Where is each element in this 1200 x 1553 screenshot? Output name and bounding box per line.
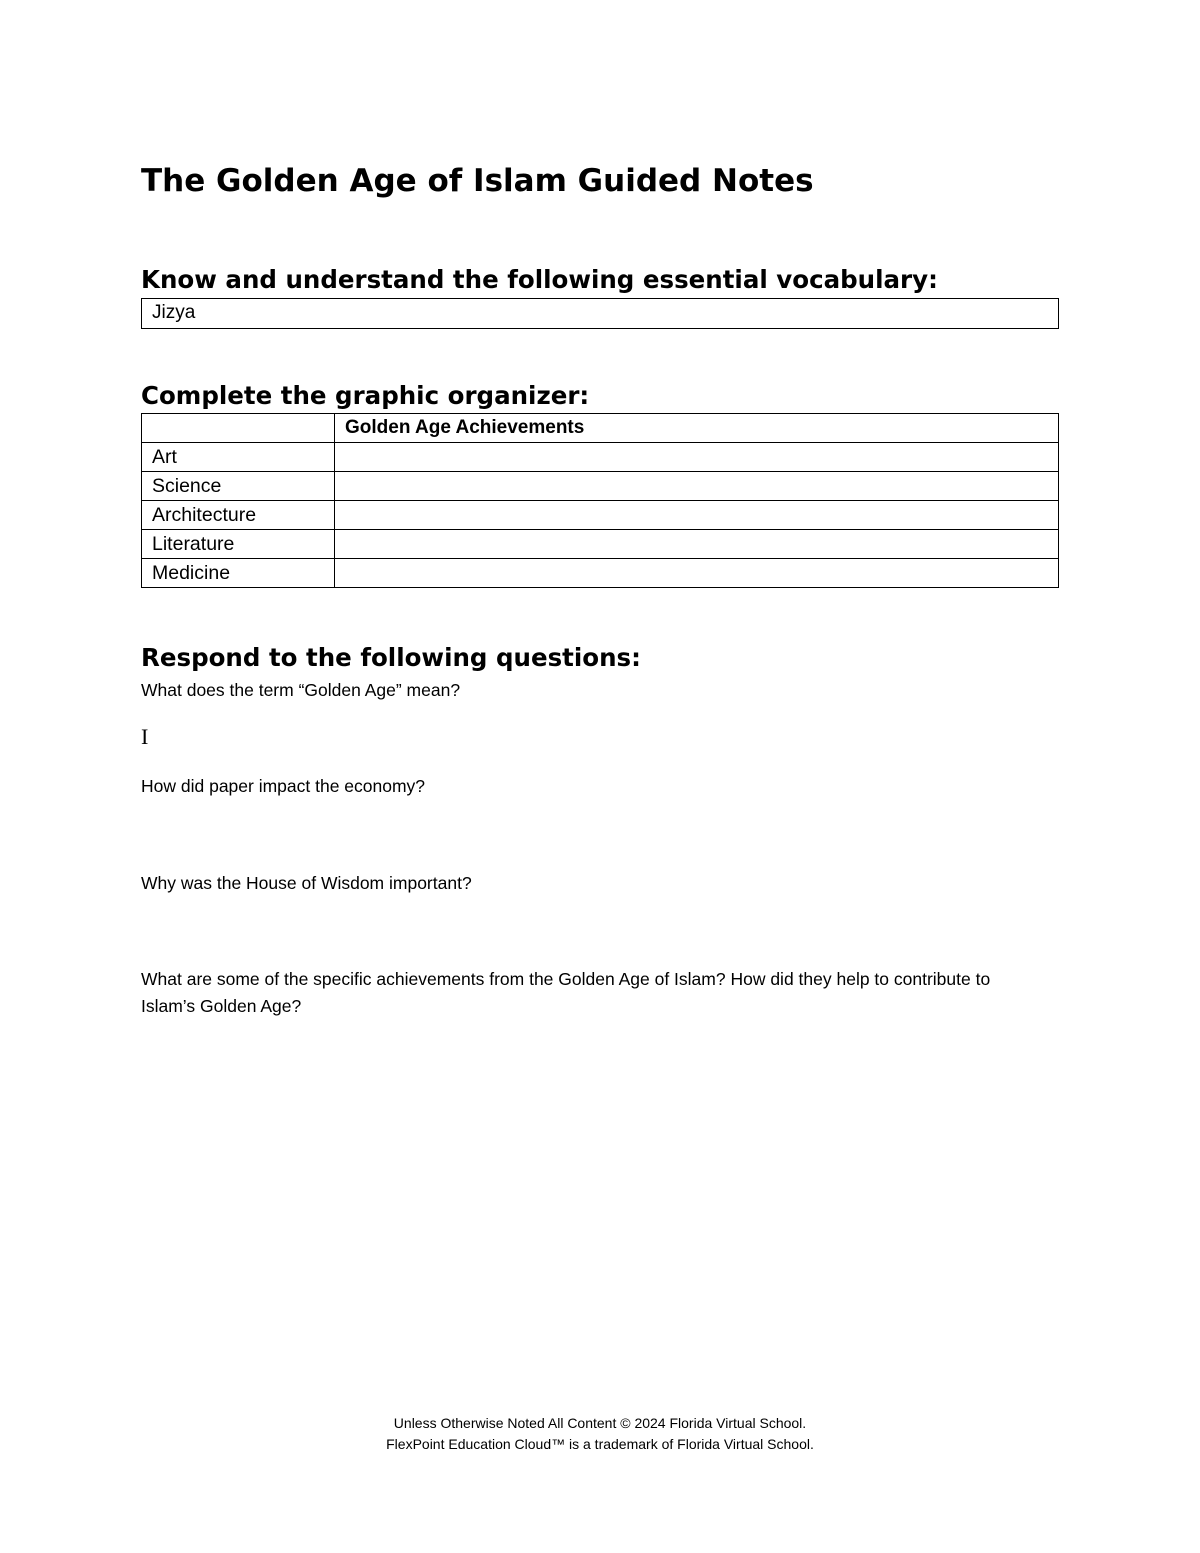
- column-header-achievements: Golden Age Achievements: [335, 414, 1059, 443]
- achievement-cell[interactable]: [335, 472, 1059, 501]
- table-row: [142, 559, 1059, 588]
- question-achievements: What are some of the specific achievements from the Golden Age of Islam? How did they help to contribute to Islam’s Golden Age?: [141, 969, 991, 1016]
- row-label: Architecture: [142, 501, 335, 530]
- organizer-heading: Complete the graphic organizer:: [141, 381, 590, 410]
- row-label: Literature: [142, 530, 335, 559]
- question-golden-age: What does the term “Golden Age” mean?: [141, 680, 461, 700]
- corner-header-cell: [142, 414, 335, 443]
- vocabulary-table: [141, 298, 1059, 329]
- table-header-row: [142, 414, 1059, 443]
- table-row: [142, 501, 1059, 530]
- footer-copyright: Unless Otherwise Noted All Content © 2024 Florida Virtual School.: [393, 1415, 807, 1431]
- question-paper-economy: How did paper impact the economy?: [141, 776, 426, 796]
- vocabulary-heading: Know and understand the following essential vocabulary:: [141, 265, 938, 294]
- graphic-organizer-table: [141, 413, 1059, 588]
- achievement-cell[interactable]: [335, 530, 1059, 559]
- vocabulary-term: Jizya: [152, 302, 196, 323]
- questions-heading: Respond to the following questions:: [141, 643, 641, 672]
- table-row: [142, 472, 1059, 501]
- text-cursor[interactable]: I: [141, 724, 149, 749]
- table-row: [142, 443, 1059, 472]
- footer-trademark: FlexPoint Education Cloud™ is a trademark of Florida Virtual School.: [386, 1436, 814, 1452]
- document-title: The Golden Age of Islam Guided Notes: [141, 163, 814, 199]
- row-label: Medicine: [142, 559, 335, 588]
- table-row: [142, 530, 1059, 559]
- achievement-cell[interactable]: [335, 501, 1059, 530]
- achievement-cell[interactable]: [335, 443, 1059, 472]
- row-label: Art: [142, 443, 335, 472]
- row-label: Science: [142, 472, 335, 501]
- question-house-of-wisdom: Why was the House of Wisdom important?: [141, 873, 472, 893]
- achievement-cell[interactable]: [335, 559, 1059, 588]
